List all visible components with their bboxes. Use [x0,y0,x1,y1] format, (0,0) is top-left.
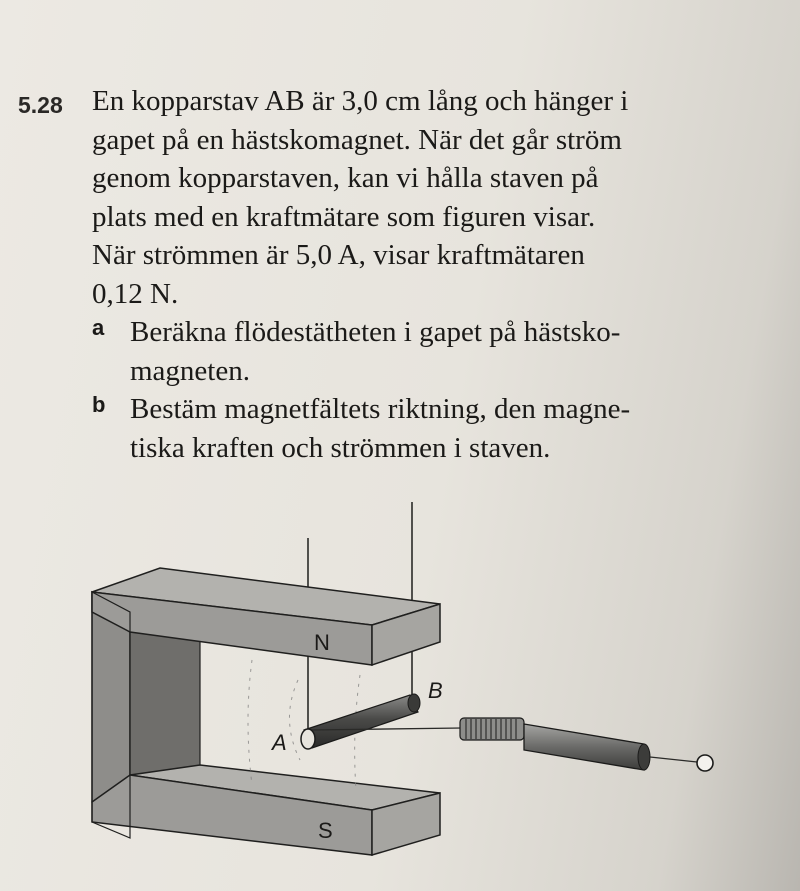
rod-end-b [408,694,420,712]
meter-body [524,724,644,770]
part-a-letter: a [92,315,105,340]
part-b-text: Bestäm magnetfältets riktning, den magne- tiska kraften och strömmen i staven. [130,393,631,464]
rod-end-a [301,729,315,749]
meter-hook-line [650,757,697,762]
problem-text: En kopparstav AB är 3,0 cm lång och hänger i gapet på en hästskomagnet. När det går ström genom kopparstaven, kan vi hålla staven på plats med en kraftmätare som figuren visar. När strömmen är 5,0 A, visar kraftmätaren 0,12 N. [92,85,629,310]
part-a-text: Beräkna flödestätheten i gapet på hästsko- magneten. [130,316,621,387]
part-b-letter: b [92,392,106,417]
label-north-pole: N [314,630,330,655]
meter-spring [460,718,524,740]
label-end-b: B [428,678,443,703]
meter-body-end [638,744,650,770]
label-south-pole: S [318,818,333,843]
copper-rod [301,694,420,749]
meter-ring [697,755,713,771]
problem-number: 5.28 [18,92,63,118]
magnet-spine-inner [130,632,200,775]
label-end-a: A [272,730,287,755]
